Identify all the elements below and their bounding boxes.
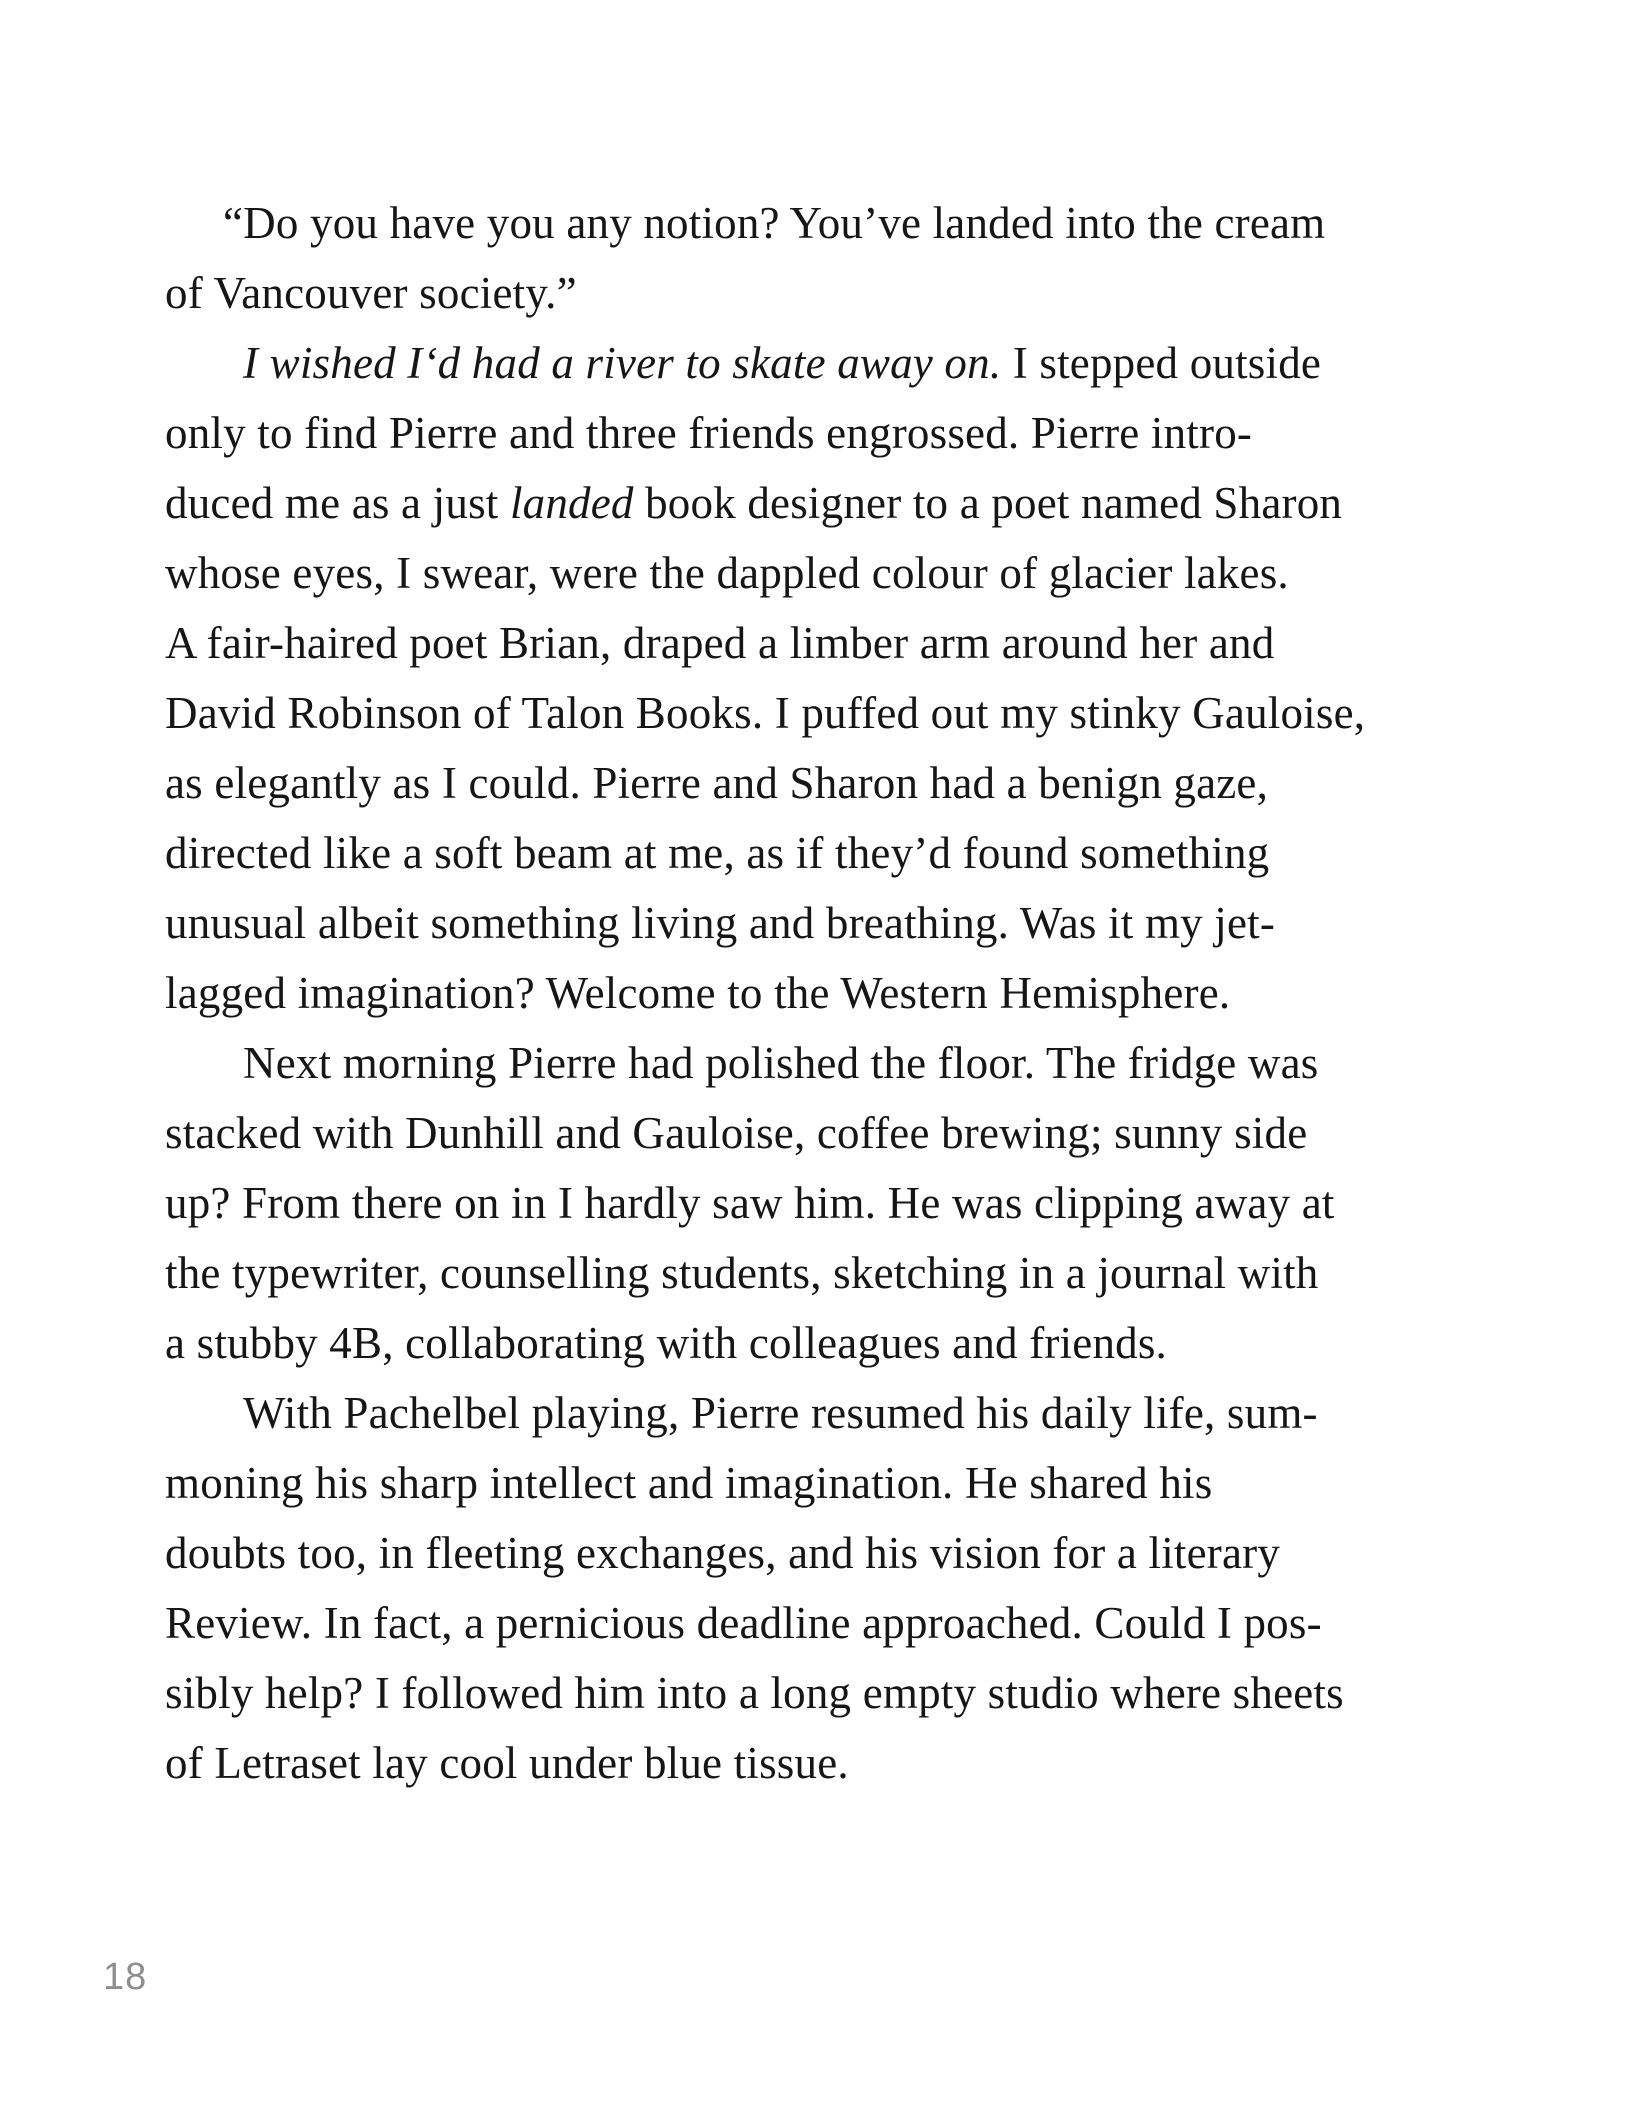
- paragraph: [165, 1378, 1565, 1798]
- text-line: [165, 1588, 1565, 1658]
- italic-text-segment: I wished I‘d had a river to skate away on.: [243, 338, 1002, 388]
- text-line: [165, 608, 1565, 678]
- text-segment: doubts too, in fleeting exchanges, and his vision for a literary: [165, 1528, 1281, 1578]
- text-segment: I stepped outside: [1001, 338, 1322, 388]
- text-line: [165, 1658, 1565, 1728]
- page-number: 18: [103, 1956, 148, 1998]
- text-line: [165, 258, 1565, 328]
- text-line: [165, 1098, 1565, 1168]
- text-segment: book designer to a poet named Sharon: [633, 478, 1343, 528]
- text-segment: as elegantly as I could. Pierre and Sharon had a benign gaze,: [165, 758, 1269, 808]
- text-line: [165, 1308, 1565, 1378]
- text-line: [165, 398, 1565, 468]
- text-segment: of Vancouver society.”: [165, 268, 577, 318]
- text-line: [165, 328, 1565, 398]
- text-segment: unusual albeit something living and breathing. Was it my jet-: [165, 898, 1276, 948]
- text-line: [165, 888, 1565, 958]
- text-line: [165, 748, 1565, 818]
- text-line: [165, 678, 1565, 748]
- text-segment: up? From there on in I hardly saw him. He was clipping away at: [165, 1178, 1335, 1228]
- text-segment: only to find Pierre and three friends engrossed. Pierre intro-: [165, 408, 1253, 458]
- text-segment: sibly help? I followed him into a long empty studio where sheets: [165, 1668, 1344, 1718]
- text-line: [165, 818, 1565, 888]
- text-segment: the typewriter, counselling students, sketching in a journal with: [165, 1248, 1319, 1298]
- text-line: [165, 1518, 1565, 1588]
- text-line: [165, 188, 1565, 258]
- text-segment: With Pachelbel playing, Pierre resumed his daily life, sum-: [243, 1388, 1318, 1438]
- text-line: [165, 1378, 1565, 1448]
- text-segment: whose eyes, I swear, were the dappled colour of glacier lakes.: [165, 548, 1289, 598]
- text-segment: Next morning Pierre had polished the floor. The fridge was: [243, 1038, 1319, 1088]
- text-line: [165, 1448, 1565, 1518]
- text-segment: “Do you have you any notion? You’ve landed into the cream: [223, 198, 1326, 248]
- text-line: [165, 1728, 1565, 1798]
- text-line: [165, 538, 1565, 608]
- text-segment: duced me as a just: [165, 478, 510, 528]
- italic-text-segment: landed: [509, 478, 634, 528]
- text-segment: lagged imagination? Welcome to the Western Hemisphere.: [165, 968, 1231, 1018]
- text-line: [165, 1238, 1565, 1308]
- paragraph: [165, 328, 1565, 1028]
- text-line: [165, 958, 1565, 1028]
- text-segment: stacked with Dunhill and Gauloise, coffee brewing; sunny side: [165, 1108, 1308, 1158]
- paragraph: [165, 188, 1565, 328]
- text-segment: of Letraset lay cool under blue tissue.: [165, 1738, 849, 1788]
- text-segment: moning his sharp intellect and imagination. He shared his: [165, 1458, 1213, 1508]
- text-segment: a stubby 4B, collaborating with colleagues and friends.: [165, 1318, 1168, 1368]
- text-segment: David Robinson of Talon Books. I puffed out my stinky Gauloise,: [165, 688, 1366, 738]
- text-line: [165, 1168, 1565, 1238]
- paragraph: [165, 1028, 1565, 1378]
- text-segment: Review. In fact, a pernicious deadline approached. Could I pos-: [165, 1598, 1322, 1648]
- text-segment: directed like a soft beam at me, as if they’d found something: [165, 828, 1270, 878]
- text-line: [165, 468, 1565, 538]
- text-segment: A fair-haired poet Brian, draped a limber arm around her and: [165, 618, 1275, 668]
- body-text: [165, 188, 1565, 1798]
- text-line: [165, 1028, 1565, 1098]
